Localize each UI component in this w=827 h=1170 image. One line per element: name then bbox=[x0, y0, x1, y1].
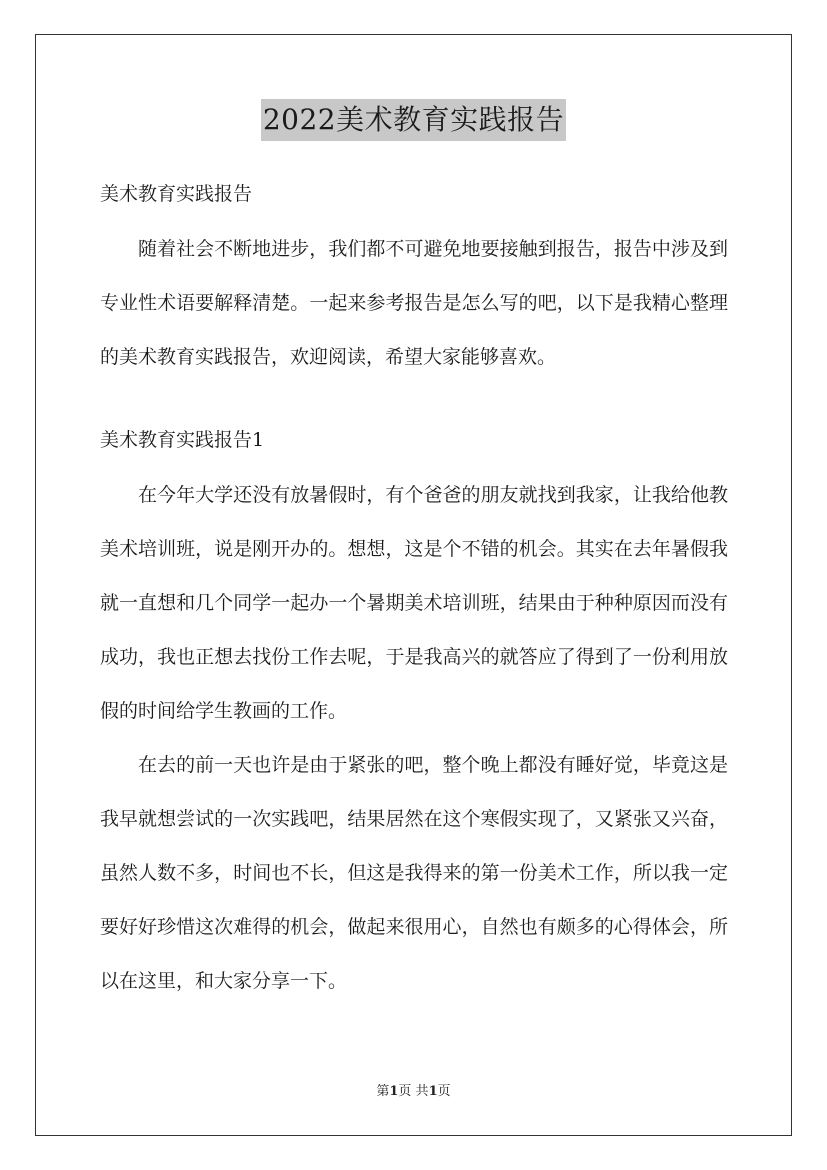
page-total: 1 bbox=[428, 1084, 438, 1099]
document-title: 2022美术教育实践报告 bbox=[261, 99, 566, 141]
page-footer bbox=[0, 1082, 827, 1102]
page-prefix: 第 bbox=[376, 1084, 390, 1099]
page-current: 1 bbox=[389, 1084, 399, 1099]
page-suffix: 页 bbox=[437, 1084, 451, 1099]
document-subtitle: 美术教育实践报告 bbox=[100, 183, 253, 205]
section-gap bbox=[100, 384, 728, 416]
body-paragraph: 在今年大学还没有放暑假时，有个爸爸的朋友就找到我家，让我给他教美术培训班，说是刚开办的。想想，这是个不错的机会。其实在去年暑假我就一直想和几个同学一起办一个暑期美术培训班，结果由于种种原因而没有成功，我也正想去找份工作去呢，于是我高兴的就答应了得到了一份利用放假的时间给学生教画的工作。 bbox=[100, 484, 728, 722]
page-mid: 页 共 bbox=[398, 1084, 429, 1099]
section-heading: 美术教育实践报告1 bbox=[100, 429, 265, 451]
intro-paragraph: 随着社会不断地进步，我们都不可避免地要接触到报告，报告中涉及到专业性术语要解释清楚。一起来参考报告是怎么写的吧，以下是我精心整理的美术教育实践报告，欢迎阅读，希望大家能够喜欢。 bbox=[100, 238, 728, 368]
title-container bbox=[0, 99, 827, 141]
document-body bbox=[100, 170, 728, 1008]
body-paragraph: 在去的前一天也许是由于紧张的吧，整个晚上都没有睡好觉，毕竟这是我早就想尝试的一次实践吧，结果居然在这个寒假实现了，又紧张又兴奋，虽然人数不多，时间也不长，但这是我得来的第一份美术工作，所以我一定要好好珍惜这次难得的机会，做起来很用心，自然也有颇多的心得体会，所以在这里，和大家分享一下。 bbox=[100, 754, 728, 992]
